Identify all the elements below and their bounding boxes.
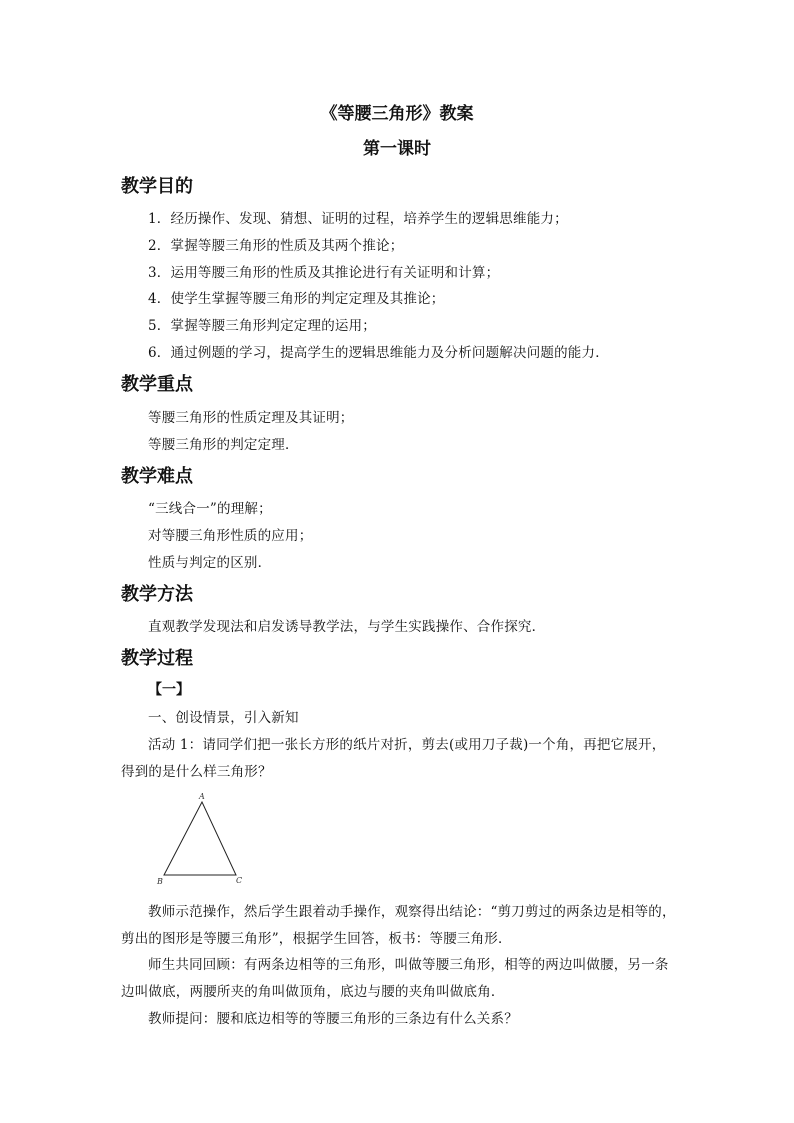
difficulty-item: 性质与判定的区别． xyxy=(148,555,272,571)
demo-text: 剪出的图形是等腰三角形”，根据学生回答，板书：等腰三角形． xyxy=(121,931,512,947)
question-text: 教师提问：腰和底边相等的等腰三角形的三条边有什么关系？ xyxy=(148,1011,518,1027)
difficulty-item: 对等腰三角形性质的应用； xyxy=(148,528,313,544)
objective-item: 5．掌握等腰三角形判定定理的运用； xyxy=(148,318,376,334)
document-subtitle: 第一课时 xyxy=(363,139,431,159)
vertex-label-a: A xyxy=(199,792,205,801)
objective-item: 6．通过例题的学习，提高学生的逻辑思维能力及分析问题解决问题的能力． xyxy=(148,345,609,361)
objective-item: 4．使学生掌握等腰三角形的判定定理及其推论； xyxy=(148,291,445,307)
objective-item: 1．经历操作、发现、猜想、证明的过程，培养学生的逻辑思维能力； xyxy=(148,211,568,227)
difficulties-heading: 教学难点 xyxy=(121,466,193,487)
method-item: 直观教学发现法和启发诱导教学法，与学生实践操作、合作探究． xyxy=(148,619,546,635)
review-text: 边叫做底，两腰所夹的角叫做顶角，底边与腰的夹角叫做底角． xyxy=(121,984,505,1000)
section-title: 一、创设情景，引入新知 xyxy=(148,710,299,726)
key-point-item: 等腰三角形的判定定理． xyxy=(148,437,299,453)
vertex-label-c: C xyxy=(236,876,243,885)
demo-text: 教师示范操作，然后学生跟着动手操作，观察得出结论：“剪刀剪过的两条边是相等的， xyxy=(148,904,676,920)
section-mark: 【一】 xyxy=(148,682,190,698)
objectives-heading: 教学目的 xyxy=(121,176,193,197)
key-points-heading: 教学重点 xyxy=(121,374,193,395)
objective-item: 3．运用等腰三角形的性质及其推论进行有关证明和计算； xyxy=(148,265,500,281)
vertex-label-b: B xyxy=(157,877,163,886)
triangle-shape xyxy=(164,802,236,875)
isosceles-triangle-figure xyxy=(150,790,250,890)
key-point-item: 等腰三角形的性质定理及其证明； xyxy=(148,410,354,426)
document-title: 《等腰三角形》教案 xyxy=(320,104,474,124)
process-heading: 教学过程 xyxy=(121,648,193,669)
activity-text: 活动 1：请同学们把一张长方形的纸片对折，剪去(或用刀子裁)一个角，再把它展开， xyxy=(148,737,666,753)
difficulty-item: “三线合一”的理解； xyxy=(148,501,272,517)
objective-item: 2．掌握等腰三角形的性质及其两个推论； xyxy=(148,238,404,254)
review-text: 师生共同回顾：有两条边相等的三角形，叫做等腰三角形，相等的两边叫做腰，另一条 xyxy=(148,957,669,973)
methods-heading: 教学方法 xyxy=(121,584,193,605)
activity-text: 得到的是什么样三角形？ xyxy=(121,764,272,780)
